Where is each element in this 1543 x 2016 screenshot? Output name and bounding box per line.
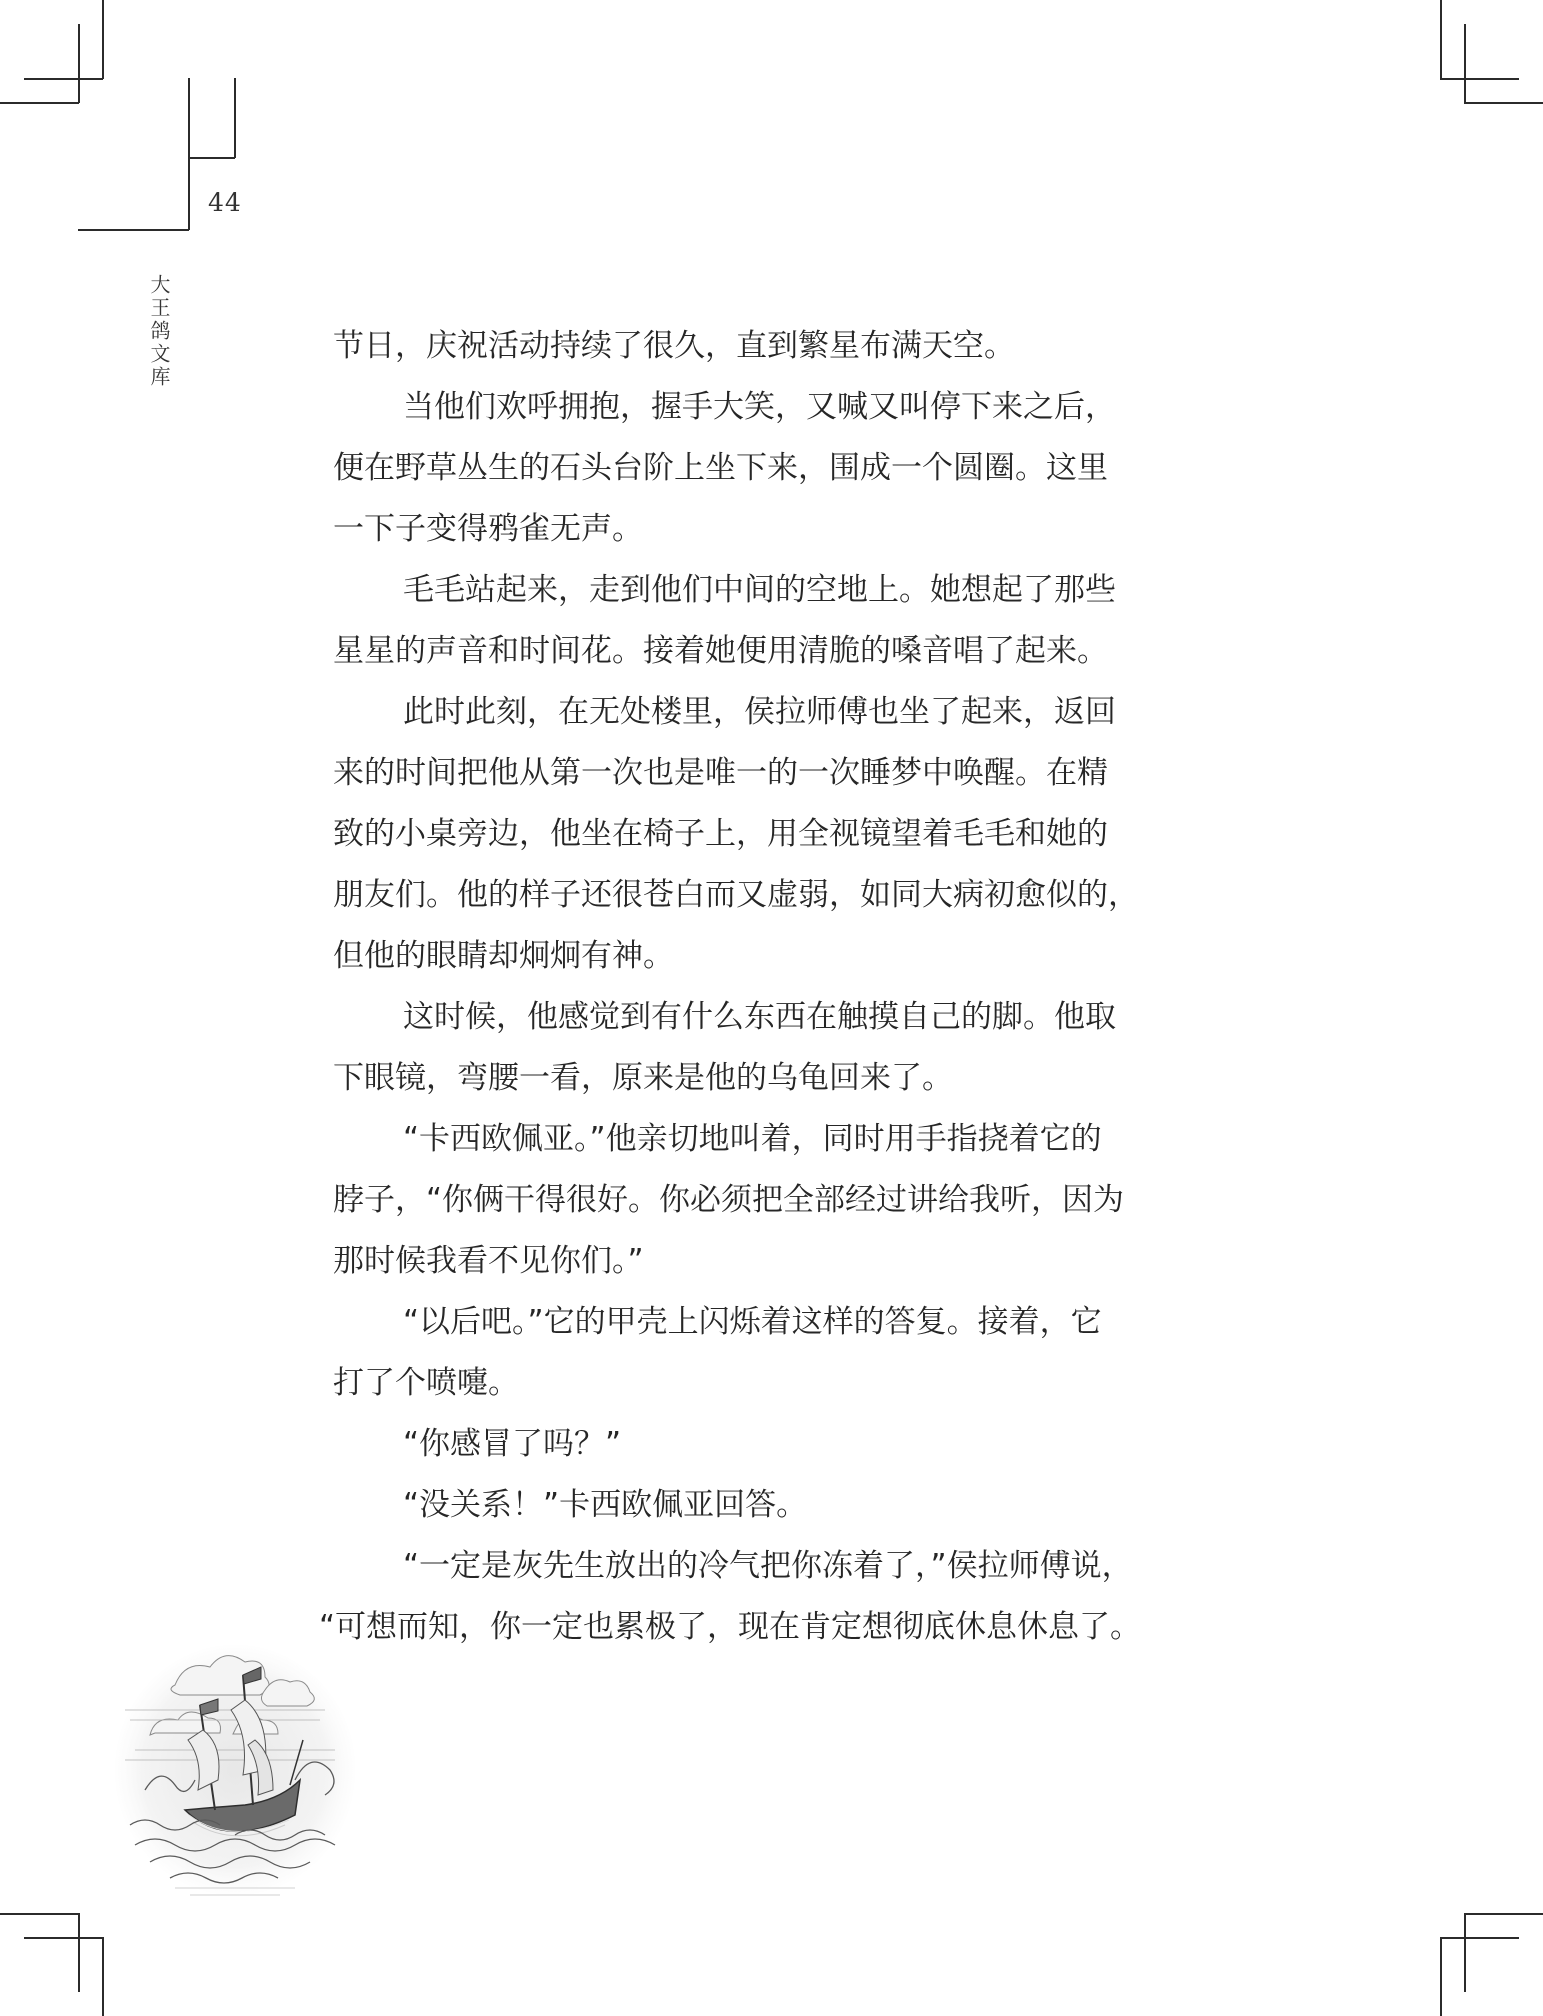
text-line: 那时候我看不见你们。” bbox=[333, 1243, 644, 1279]
crop-mark bbox=[0, 102, 79, 104]
text-line: 一下子变得鸦雀无声。 bbox=[333, 511, 643, 547]
text-line: “以后吧。”它的甲壳上闪烁着这样的答复。接着，它 bbox=[403, 1304, 1102, 1340]
text-line: 来的时间把他从第一次也是唯一的一次睡梦中唤醒。在精 bbox=[333, 755, 1108, 791]
crop-mark bbox=[24, 1937, 103, 1939]
text-line: 便在野草丛生的石头台阶上坐下来，围成一个圆圈。这里 bbox=[333, 450, 1108, 486]
text-line: 毛毛站起来，走到他们中间的空地上。她想起了那些 bbox=[403, 572, 1116, 608]
crop-mark bbox=[1464, 1913, 1543, 1915]
text-line: “你感冒了吗？” bbox=[403, 1426, 622, 1462]
header-rule bbox=[188, 78, 190, 230]
header-rule bbox=[188, 157, 235, 159]
crop-mark bbox=[1440, 0, 1442, 79]
crop-mark bbox=[78, 24, 80, 103]
crop-mark bbox=[1440, 1937, 1519, 1939]
text-line: 脖子，“你俩干得很好。你必须把全部经过讲给我听，因为 bbox=[333, 1182, 1125, 1218]
text-line: 这时候，他感觉到有什么东西在触摸自己的脚。他取 bbox=[403, 999, 1116, 1035]
ship-illustration bbox=[105, 1630, 365, 1900]
crop-mark bbox=[24, 78, 103, 80]
text-line: “可想而知，你一定也累极了，现在肯定想彻底休息休息了。 bbox=[319, 1609, 1142, 1645]
text-line: 节日，庆祝活动持续了很久，直到繁星布满天空。 bbox=[333, 328, 1015, 364]
text-line: 但他的眼睛却炯炯有神。 bbox=[333, 938, 674, 974]
crop-mark bbox=[1440, 1937, 1442, 2016]
page-number: 44 bbox=[208, 188, 242, 217]
crop-mark bbox=[1464, 1913, 1466, 1992]
text-line: “卡西欧佩亚。”他亲切地叫着，同时用手指挠着它的 bbox=[403, 1121, 1102, 1157]
text-line: 朋友们。他的样子还很苍白而又虚弱，如同大病初愈似的， bbox=[333, 877, 1139, 913]
crop-mark bbox=[1464, 24, 1466, 103]
series-title: 大王鸽文库 bbox=[147, 274, 171, 389]
crop-mark bbox=[1464, 102, 1543, 104]
crop-mark bbox=[1440, 78, 1519, 80]
crop-mark bbox=[78, 1913, 80, 1992]
text-line: “一定是灰先生放出的冷气把你冻着了，”侯拉师傅说， bbox=[403, 1548, 1133, 1584]
text-line: 下眼镜，弯腰一看，原来是他的乌龟回来了。 bbox=[333, 1060, 953, 1096]
crop-mark bbox=[0, 1913, 79, 1915]
text-line: 当他们欢呼拥抱，握手大笑，又喊又叫停下来之后， bbox=[403, 389, 1116, 425]
text-line: 致的小桌旁边，他坐在椅子上，用全视镜望着毛毛和她的 bbox=[333, 816, 1108, 852]
body-text bbox=[319, 316, 1191, 1658]
text-line: 打了个喷嚏。 bbox=[333, 1365, 519, 1401]
crop-mark bbox=[102, 1937, 104, 2016]
text-line: 此时此刻，在无处楼里，侯拉师傅也坐了起来，返回 bbox=[403, 694, 1116, 730]
header-rule bbox=[234, 78, 236, 158]
crop-mark bbox=[102, 0, 104, 79]
text-line: “没关系！”卡西欧佩亚回答。 bbox=[403, 1487, 808, 1523]
text-line: 星星的声音和时间花。接着她便用清脆的嗓音唱了起来。 bbox=[333, 633, 1108, 669]
header-rule bbox=[78, 229, 189, 231]
